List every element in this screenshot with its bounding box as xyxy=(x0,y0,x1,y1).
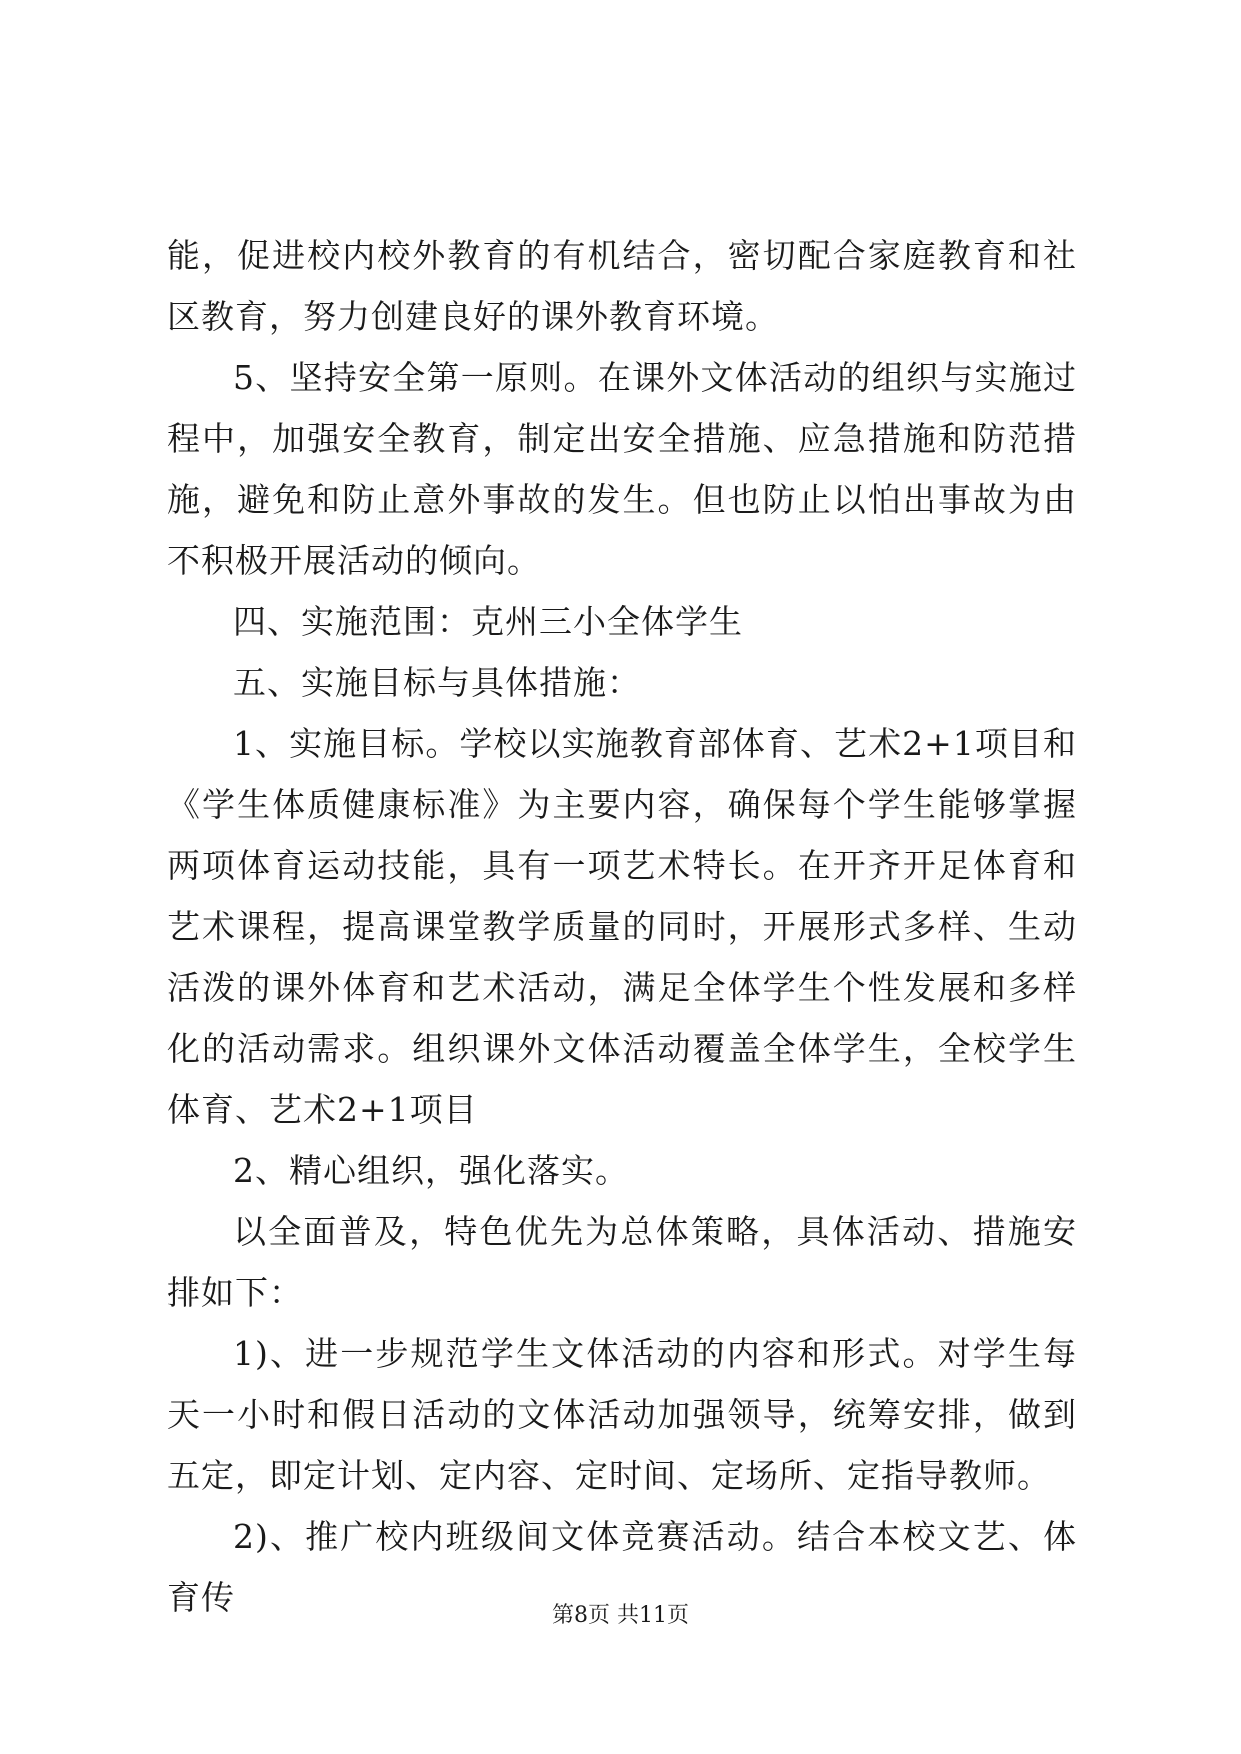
section-heading-goals: 五、实施目标与具体措施： xyxy=(233,663,641,702)
paragraph-strategy: 以全面普及，特色优先为总体策略，具体活动、措施安排如下： xyxy=(167,1212,1077,1312)
page-footer: 第8页 共11页 xyxy=(552,1603,689,1628)
document-body xyxy=(167,225,1077,1628)
paragraph-organize: 2、精心组织，强化落实。 xyxy=(233,1151,629,1190)
paragraph-continuation: 能，促进校内校外教育的有机结合，密切配合家庭教育和社区教育，努力创建良好的课外教育环境。 xyxy=(167,236,1077,336)
section-heading-scope: 四、实施范围：克州三小全体学生 xyxy=(233,602,743,641)
paragraph-safety-principle: 5、坚持安全第一原则。在课外文体活动的组织与实施过程中，加强安全教育，制定出安全措施、应急措施和防范措施，避免和防止意外事故的发生。但也防止以怕出事故为由不积极开展活动的倾向。 xyxy=(167,358,1077,580)
paragraph-implementation-goal: 1、实施目标。学校以实施教育部体育、艺术2+1项目和《学生体质健康标准》为主要内容，确保每个学生能够掌握两项体育运动技能，具有一项艺术特长。在开齐开足体育和艺术课程，提高课堂教学质量的同时，开展形式多样、生动活泼的课外体育和艺术活动，满足全体学生个性发展和多样化的活动需求。组织课外文体活动覆盖全体学生，全校学生体育、艺术2+1项目 xyxy=(167,724,1077,1129)
paragraph-item-1: 1)、进一步规范学生文体活动的内容和形式。对学生每天一小时和假日活动的文体活动加强领导，统筹安排，做到五定，即定计划、定内容、定时间、定场所、定指导教师。 xyxy=(167,1334,1077,1495)
paragraph-item-2: 2)、推广校内班级间文体竞赛活动。结合本校文艺、体育传 xyxy=(167,1517,1077,1617)
